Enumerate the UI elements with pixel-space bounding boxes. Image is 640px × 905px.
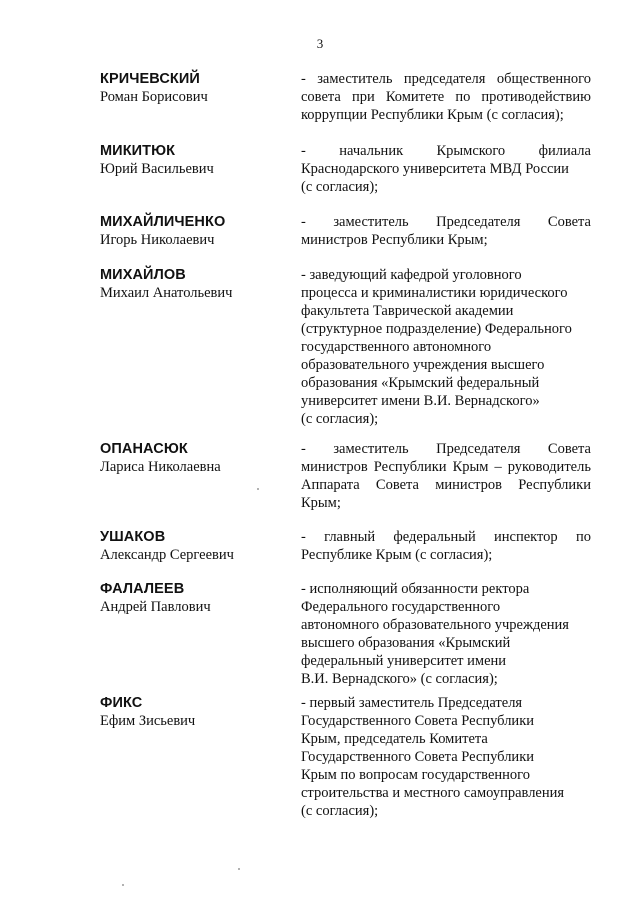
member-position [301, 266, 591, 428]
position-text-line: (структурное подразделение) Федерального [301, 321, 572, 337]
member-position [301, 142, 591, 196]
member-surname: ФИКС [100, 695, 143, 711]
position-text-line: образования «Крымский федеральный [301, 375, 540, 391]
position-text-line: совета при Комитете по противодействию [301, 89, 591, 105]
position-text-line: Государственного Совета Республики [301, 749, 534, 765]
member-given-names: Роман Борисович [100, 89, 208, 105]
member-position [301, 694, 591, 820]
member-given-names: Михаил Анатольевич [100, 285, 233, 301]
position-text-line: - начальник Крымского филиала [301, 143, 591, 159]
position-text-line: (с согласия); [301, 179, 379, 195]
position-text-line: федеральный университет имени [301, 653, 507, 669]
member-surname: ФАЛАЛЕЕВ [100, 581, 185, 597]
position-text-line: - исполняющий обязанности ректора [301, 581, 530, 597]
position-text-line: Аппарата Совета министров Республики [301, 477, 591, 493]
member-name [100, 440, 290, 476]
member-given-names: Юрий Васильевич [100, 161, 214, 177]
member-given-names: Ефим Зисьевич [100, 713, 196, 729]
position-text-line: (с согласия); [301, 411, 379, 427]
member-surname: КРИЧЕВСКИЙ [100, 71, 200, 87]
member-name [100, 266, 290, 302]
scan-speck [257, 488, 259, 490]
position-text-line: университет имени В.И. Вернадского» [301, 393, 540, 409]
position-text-line: В.И. Вернадского» (с согласия); [301, 671, 498, 687]
position-text-line: Крым по вопросам государственного [301, 767, 530, 783]
scan-speck [122, 884, 124, 886]
member-position [301, 580, 591, 688]
position-text-line: образовательного учреждения высшего [301, 357, 545, 373]
position-text-line: факультета Таврической академии [301, 303, 514, 319]
position-text-line: Республике Крым (с согласия); [301, 547, 493, 563]
member-surname: УШАКОВ [100, 529, 166, 545]
member-surname: МИХАЙЛИЧЕНКО [100, 214, 226, 230]
member-name [100, 528, 290, 564]
member-name [100, 580, 290, 616]
position-text-line: Крым; [301, 495, 341, 511]
member-surname: ОПАНАСЮК [100, 441, 188, 457]
position-text-line: министров Республики Крым; [301, 232, 488, 248]
position-text-line: - заведующий кафедрой уголовного [301, 267, 522, 283]
position-text-line: - заместитель председателя общественного [301, 71, 591, 87]
member-given-names: Лариса Николаевна [100, 459, 221, 475]
member-name [100, 142, 290, 178]
member-position [301, 440, 591, 512]
position-text-line: высшего образования «Крымский [301, 635, 511, 651]
position-text-line: Краснодарского университета МВД России [301, 161, 569, 177]
position-text-line: Государственного Совета Республики [301, 713, 534, 729]
position-text-line: - первый заместитель Председателя [301, 695, 523, 711]
member-name [100, 213, 290, 249]
member-given-names: Игорь Николаевич [100, 232, 215, 248]
position-text-line: министров Республики Крым – руководитель [301, 459, 591, 475]
position-text-line: строительства и местного самоуправления [301, 785, 565, 801]
member-position [301, 528, 591, 564]
member-surname: МИКИТЮК [100, 143, 176, 159]
position-text-line: Крым, председатель Комитета [301, 731, 488, 747]
position-text-line: процесса и криминалистики юридического [301, 285, 568, 301]
position-text-line: коррупции Республики Крым (с согласия); [301, 107, 564, 123]
position-text-line: - главный федеральный инспектор по [301, 529, 591, 545]
member-position [301, 213, 591, 249]
position-text-line: - заместитель Председателя Совета [301, 441, 591, 457]
member-given-names: Александр Сергеевич [100, 547, 234, 563]
page-number: 3 [316, 36, 324, 51]
member-name [100, 70, 290, 106]
member-given-names: Андрей Павлович [100, 599, 211, 615]
member-surname: МИХАЙЛОВ [100, 267, 186, 283]
position-text-line: государственного автономного [301, 339, 492, 355]
scan-speck [238, 868, 240, 870]
position-text-line: (с согласия); [301, 803, 379, 819]
member-position [301, 70, 591, 124]
position-text-line: - заместитель Председателя Совета [301, 214, 591, 230]
position-text-line: Федерального государственного [301, 599, 501, 615]
member-name [100, 694, 290, 730]
position-text-line: автономного образовательного учреждения [301, 617, 569, 633]
